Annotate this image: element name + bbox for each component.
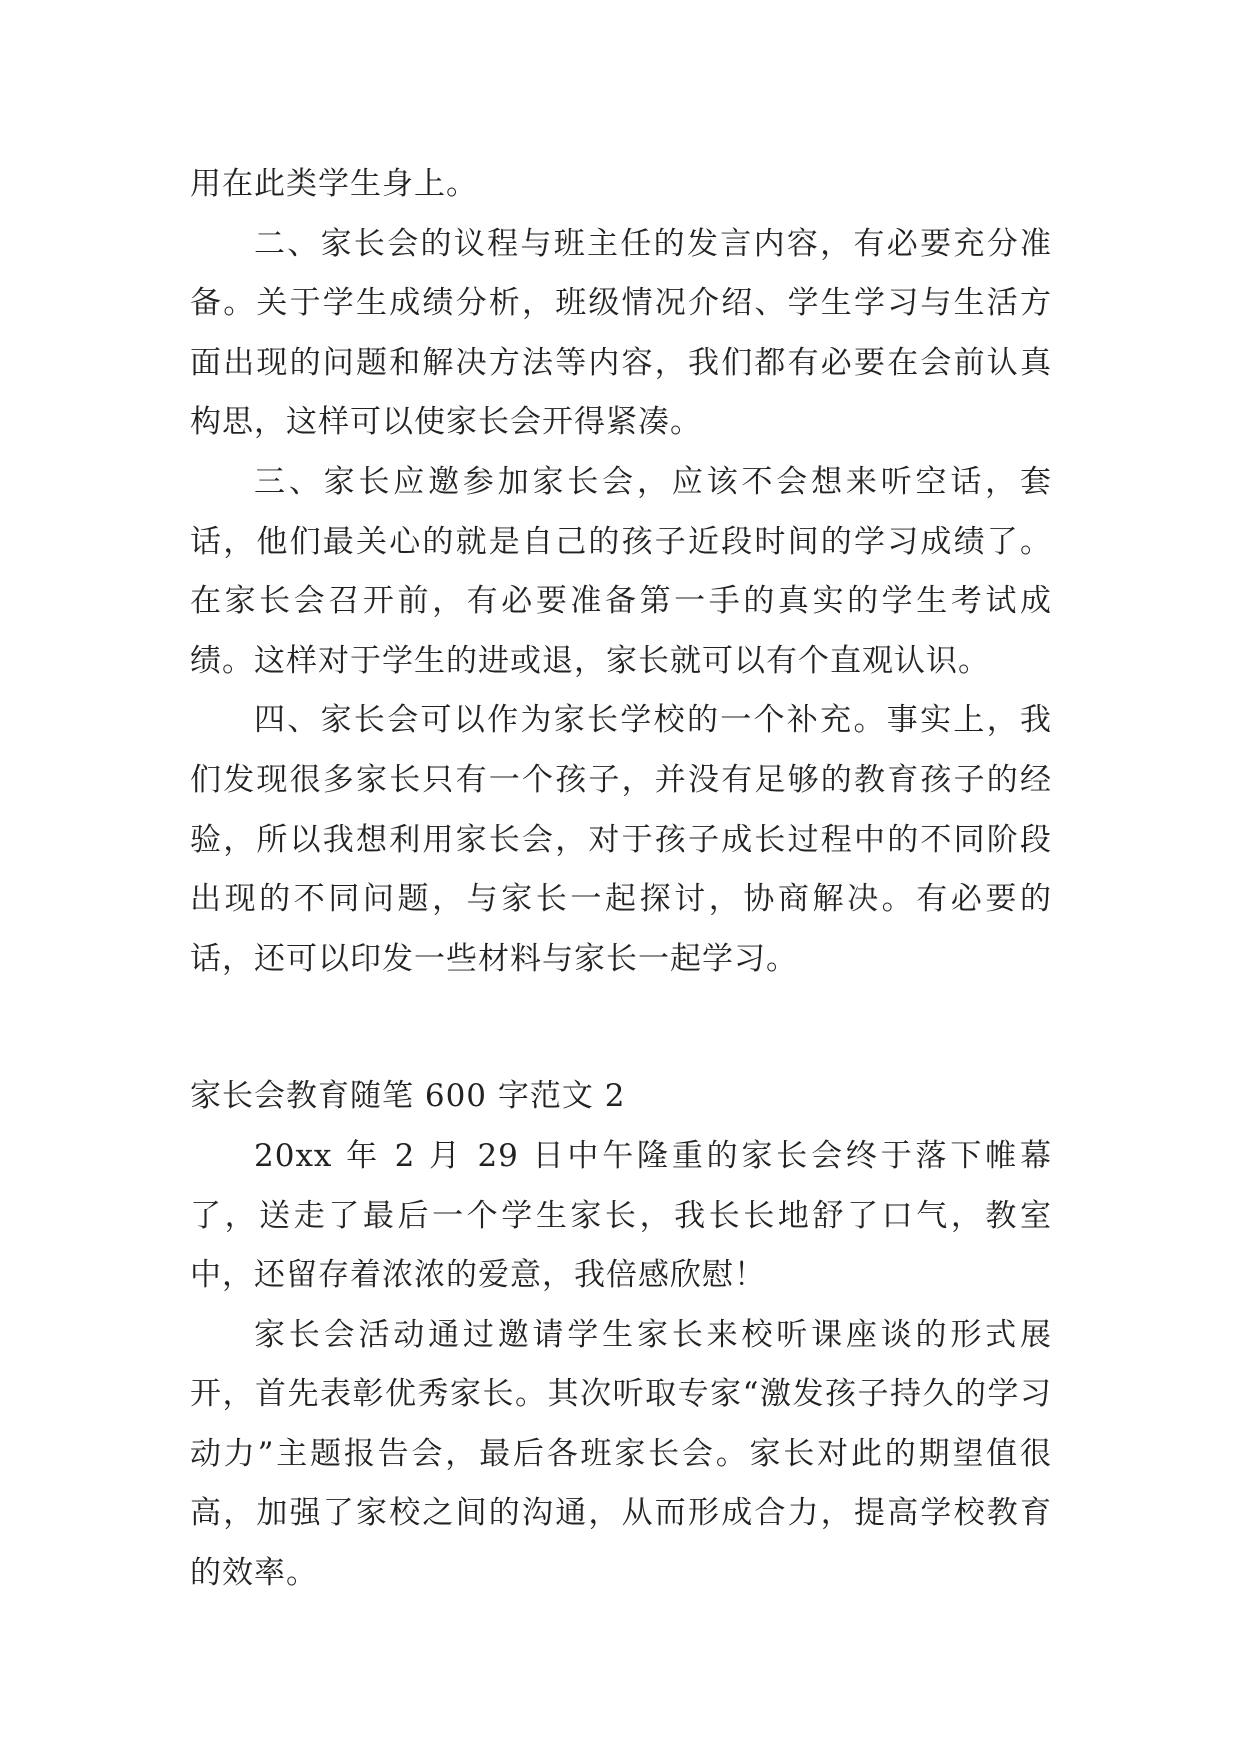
- section-title: 家长会教育随笔 600 字范文 2: [190, 1078, 626, 1115]
- paragraph-point-three: 三、家长应邀参加家长会，应该不会想来听空话，套话，他们最关心的就是自己的孩子近段时间的学习成绩了。在家长会召开前，有必要准备第一手的真实的学生考试成绩。这样对于学生的进或退，家长就可以有个直观认识。: [190, 463, 1052, 679]
- paragraph-point-four: 四、家长会可以作为家长学校的一个补充。事实上，我们发现很多家长只有一个孩子，并没有足够的教育孩子的经验，所以我想利用家长会，对于孩子成长过程中的不同阶段出现的不同问题，与家长一起探讨，协商解决。有必要的话，还可以印发一些材料与家长一起学习。: [190, 702, 1052, 977]
- document-page: [190, 155, 1052, 1604]
- paragraph-continuation: 用在此类学生身上。: [190, 166, 478, 202]
- paragraph-point-two: 二、家长会的议程与班主任的发言内容，有必要充分准备。关于学生成绩分析，班级情况介绍、学生学习与生活方面出现的问题和解决方法等内容，我们都有必要在会前认真构思，这样可以使家长会开得紧凑。: [190, 225, 1052, 441]
- paragraph-activity: 家长会活动通过邀请学生家长来校听课座谈的形式展开，首先表彰优秀家长。其次听取专家“激发孩子持久的学习动力”主题报告会，最后各班家长会。家长对此的期望值很高，加强了家校之间的沟通，从而形成合力，提高学校教育的效率。: [190, 1316, 1052, 1592]
- paragraph-intro: 20xx 年 2 月 29 日中午隆重的家长会终于落下帷幕了，送走了最后一个学生家长，我长长地舒了口气，教室中，还留存着浓浓的爱意，我倍感欣慰！: [190, 1137, 1052, 1294]
